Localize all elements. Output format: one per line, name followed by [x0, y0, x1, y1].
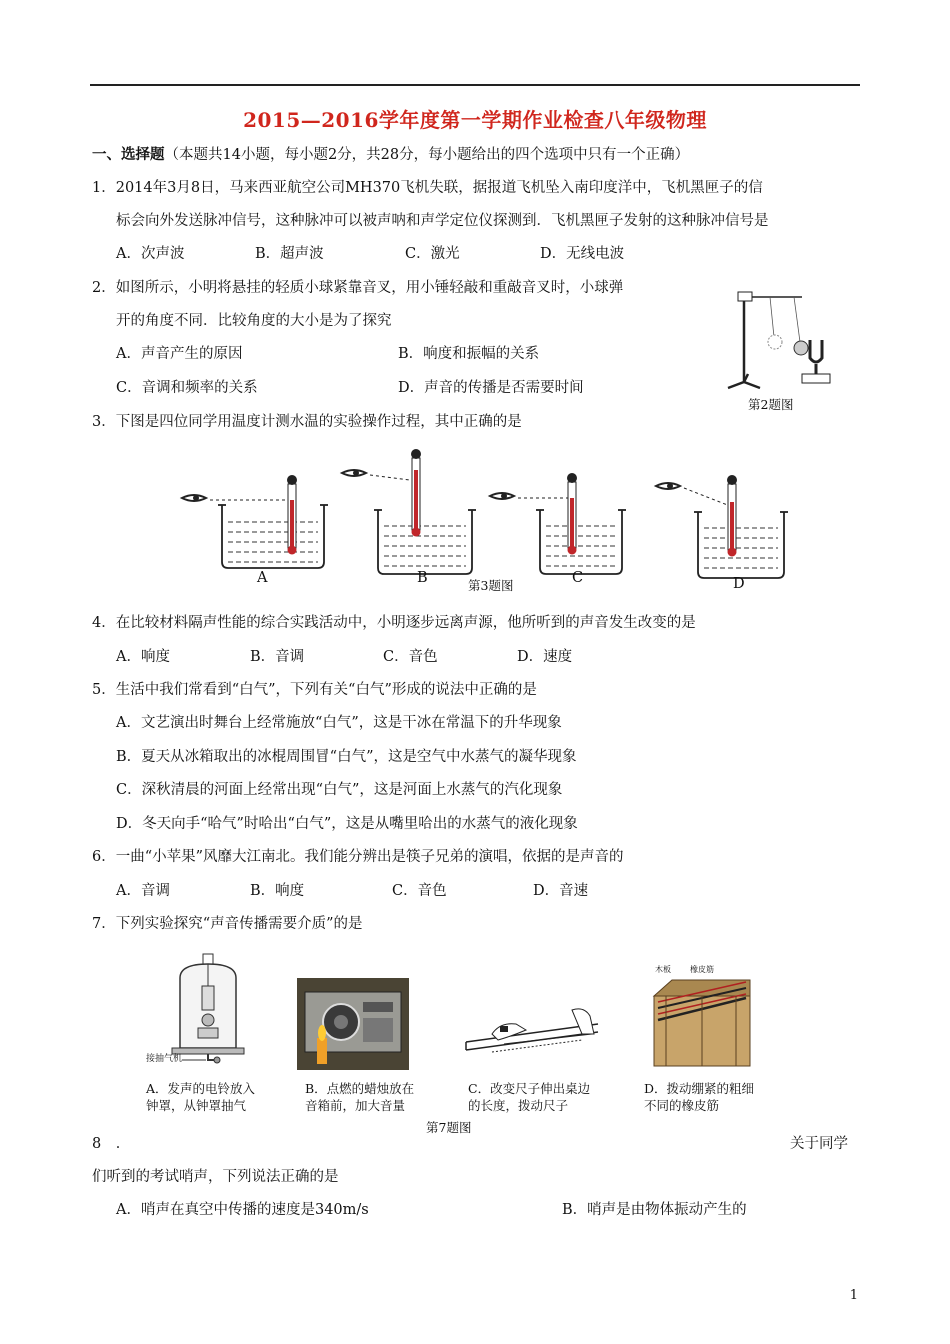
q2-stem-1: 2．如图所示，小明将悬挂的轻质小球紧靠音叉，用小锤轻敲和重敲音叉时，小球弹 [92, 280, 624, 296]
q4-option-c: C．音色 [383, 649, 438, 665]
q4-option-b: B．音调 [250, 649, 305, 665]
q1-option-b: B．超声波 [255, 246, 324, 262]
ruler-table-figure [462, 982, 602, 1070]
q4-option-d: D．速度 [517, 649, 573, 665]
q2-option-b: B．响度和振幅的关系 [398, 346, 540, 362]
q7-desc-c-2: 的长度，拨动尺子 [468, 1098, 569, 1113]
beaker-a [182, 475, 328, 568]
q3-label-a: A [257, 570, 268, 586]
beaker-d [656, 475, 788, 578]
q6-option-c: C．音色 [392, 883, 447, 899]
section-label: 一、选择题 [92, 146, 165, 163]
q6-option-b: B．响度 [250, 883, 305, 899]
q2-option-a: A．声音产生的原因 [116, 346, 243, 362]
section-note: （本题共14小题，每小题2分，共28分，每小题给出的四个选项中只有一个正确） [164, 147, 690, 163]
q2-stem-2: 开的角度不同．比较角度的大小是为了探究 [116, 313, 392, 329]
q6-option-d: D．音速 [533, 883, 589, 899]
q8-stem-2: 们听到的考试哨声，下列说法正确的是 [92, 1169, 339, 1185]
q7-desc-b-1: B．点燃的蜡烛放在 [305, 1081, 415, 1096]
tuning-fork-figure [722, 282, 842, 394]
q3-label-c: C [572, 570, 584, 586]
top-rule [90, 84, 860, 86]
q2-caption: 第2题图 [748, 397, 794, 412]
q1-option-a: A．次声波 [116, 246, 185, 262]
q5-option-a: A．文艺演出时舞台上经常施放“白气”，这是干冰在常温下的升华现象 [116, 715, 562, 731]
q5-option-d: D．冬天向手“哈气”时哈出“白气”，这是从嘴里哈出的水蒸气的液化现象 [116, 816, 578, 832]
page-title: 2015—2016学年度第一学期作业检查八年级物理 [243, 108, 707, 132]
q4-stem: 4．在比较材料隔声性能的综合实践活动中，小明逐步远离声源，他所听到的声音发生改变的是 [92, 615, 696, 631]
section-heading [92, 145, 689, 165]
q7-stem: 7．下列实验探究“声音传播需要介质”的是 [92, 916, 363, 932]
q8-option-a: A．哨声在真空中传播的速度是340m/s [116, 1202, 369, 1218]
q1-option-c: C．激光 [405, 246, 460, 262]
q8-stem-tail: 关于同学 [790, 1136, 848, 1152]
box-label-board: 木板 [655, 965, 671, 974]
q6-option-a: A．音调 [116, 883, 170, 899]
q7-desc-b-2: 音箱前，加大音量 [305, 1098, 406, 1113]
candle-speaker-figure [297, 978, 409, 1070]
q3-stem: 3．下图是四位同学用温度计测水温的实验操作过程，其中正确的是 [92, 414, 522, 430]
q7-desc-d-1: D．拨动绷紧的粗细 [644, 1081, 755, 1096]
q4-option-a: A．响度 [116, 649, 170, 665]
q7-desc-d-2: 不同的橡皮筋 [644, 1098, 720, 1113]
q2-option-c: C．音调和频率的关系 [116, 380, 258, 396]
q1-stem-1: 1．2014年3月8日，马来西亚航空公司MH370飞机失联，据报道飞机坠入南印度洋中，飞机黑匣子的信 [92, 180, 763, 196]
q6-stem: 6．一曲“小苹果”风靡大江南北。我们能分辨出是筷子兄弟的演唱，依据的是声音的 [92, 849, 624, 865]
q7-desc-a-2: 钟罩，从钟罩抽气 [146, 1098, 247, 1113]
q8-number: 8 ． [92, 1136, 131, 1152]
box-label-rubber: 橡皮筋 [690, 965, 714, 974]
q7-desc-a-1: A．发声的电铃放入 [146, 1081, 256, 1096]
q8-option-b: B．哨声是由物体振动产生的 [562, 1202, 747, 1218]
q7-caption: 第7题图 [426, 1120, 472, 1135]
q1-stem-2: 标会向外发送脉冲信号，这种脉冲可以被声呐和声学定位仪探测到．飞机黑匣子发射的这种脉冲信号是 [116, 213, 769, 229]
q3-label-b: B [417, 570, 428, 586]
q5-stem: 5．生活中我们常看到“白气”，下列有关“白气”形成的说法中正确的是 [92, 682, 537, 698]
q3-label-d: D [733, 576, 745, 592]
q1-option-d: D．无线电波 [540, 246, 625, 262]
beaker-b [342, 449, 476, 574]
page-number: 1 [849, 1288, 858, 1303]
q7-desc-c-1: C．改变尺子伸出桌边 [468, 1081, 591, 1096]
beaker-c [490, 473, 626, 574]
q3-caption: 第3题图 [468, 578, 514, 593]
q5-option-b: B．夏天从冰箱取出的冰棍周围冒“白气”，这是空气中水蒸气的凝华现象 [116, 749, 577, 765]
q5-option-c: C．深秋清晨的河面上经常出现“白气”，这是河面上水蒸气的汽化现象 [116, 782, 563, 798]
pump-label: 接抽气机 [146, 1054, 183, 1064]
q2-option-d: D．声音的传播是否需要时间 [398, 380, 584, 396]
